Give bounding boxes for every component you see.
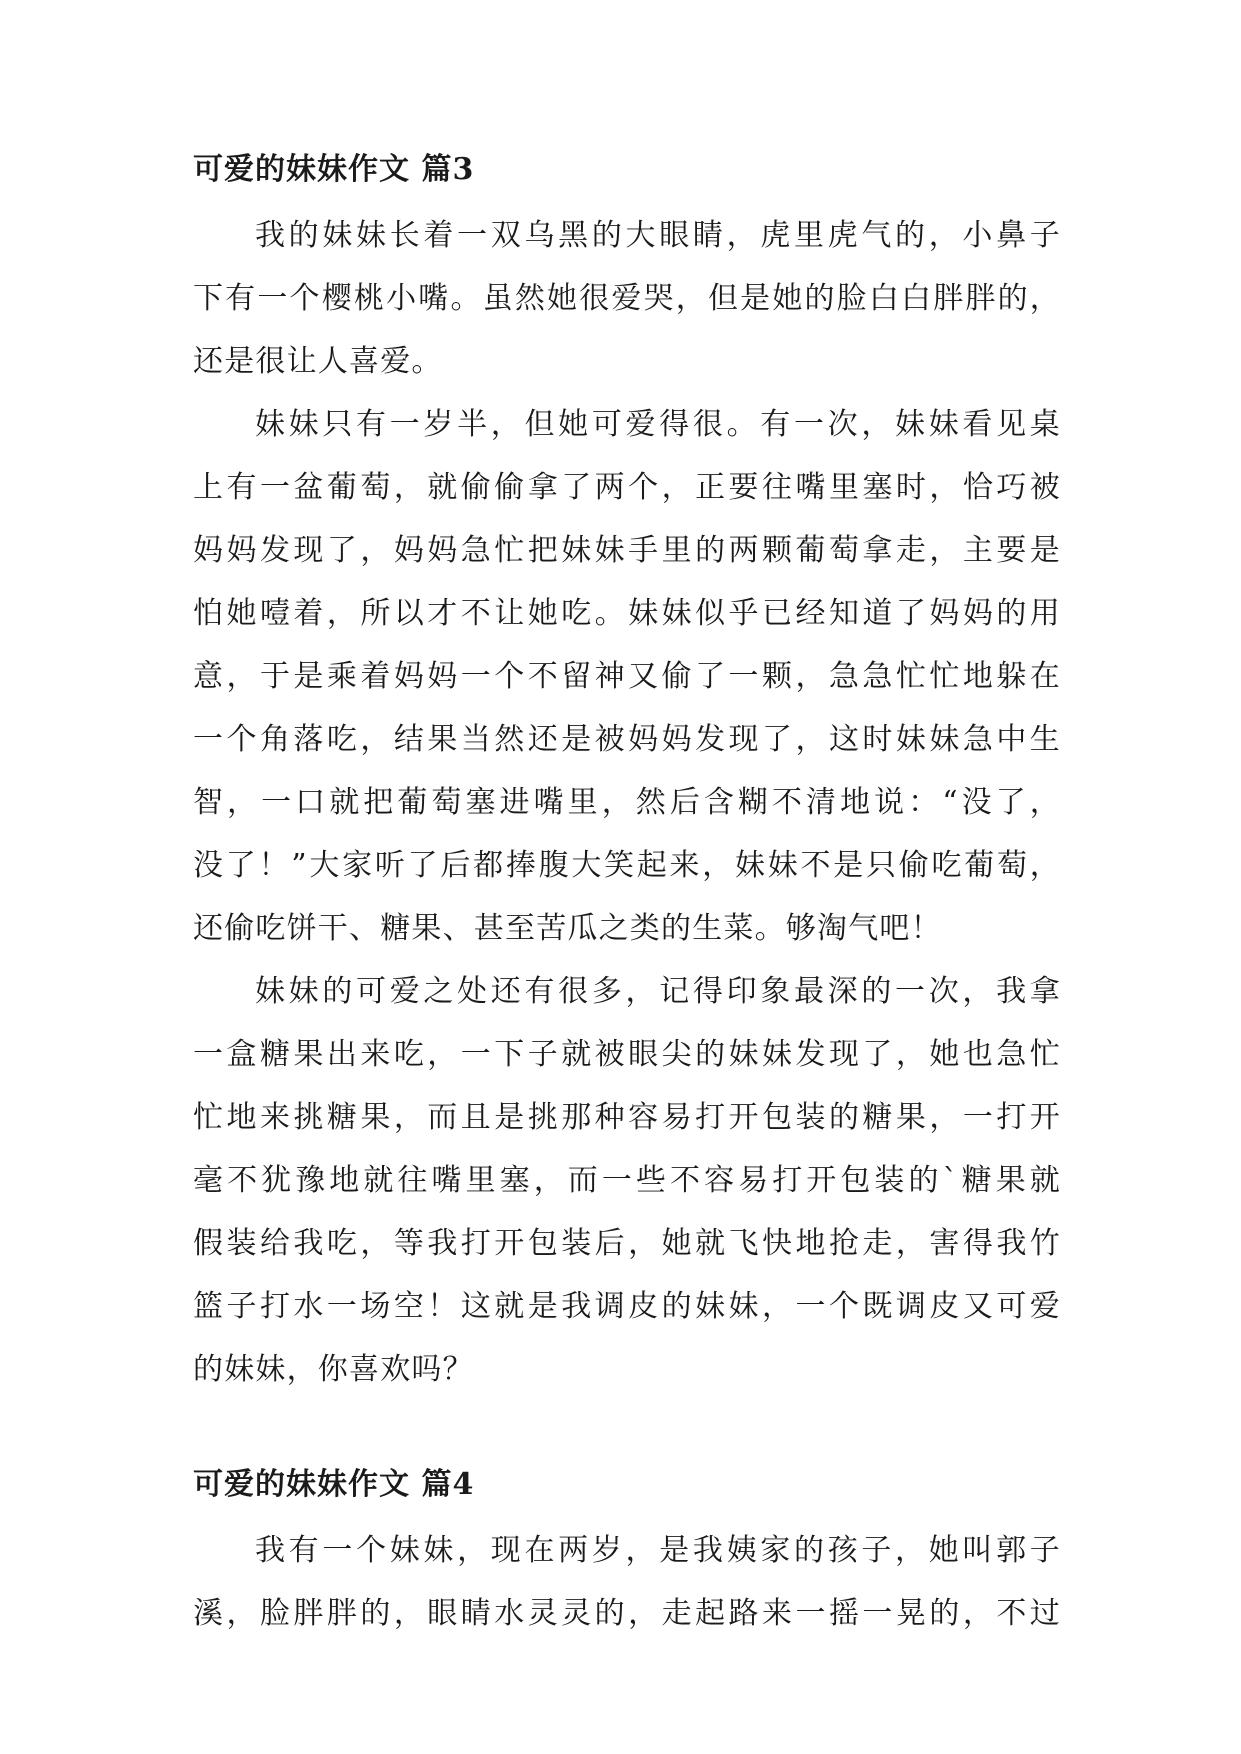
text-line: 还偷吃饼干、糖果、甚至苦瓜之类的生菜。够淘气吧！ xyxy=(193,911,942,946)
section-4 xyxy=(193,1465,1061,1645)
text-line: 一个角落吃，结果当然还是被妈妈发现了，这时妹妹急中生 xyxy=(193,722,1061,757)
section-3 xyxy=(193,150,1061,1401)
text-line: 没了！”大家听了后都捧腹大笑起来，妹妹不是只偷吃葡萄， xyxy=(193,848,1061,883)
section-heading: 可爱的妹妹作文 篇4 xyxy=(193,1467,475,1502)
text-line: 意，于是乘着妈妈一个不留神又偷了一颗，急急忙忙地躲在 xyxy=(193,659,1061,694)
text-line: 下有一个樱桃小嘴。虽然她很爱哭，但是她的脸白白胖胖的， xyxy=(193,281,1061,316)
text-line: 我的妹妹长着一双乌黑的大眼睛，虎里虎气的，小鼻子 xyxy=(255,218,1061,253)
text-line: 妈妈发现了，妈妈急忙把妹妹手里的两颗葡萄拿走，主要是 xyxy=(193,533,1061,568)
text-line: 一盒糖果出来吃，一下子就被眼尖的妹妹发现了，她也急忙 xyxy=(193,1037,1061,1072)
text-line: 智，一口就把葡萄塞进嘴里，然后含糊不清地说：“没了， xyxy=(193,785,1061,820)
text-line: 假装给我吃，等我打开包装后，她就飞快地抢走，害得我竹 xyxy=(193,1226,1061,1261)
text-line: 忙地来挑糖果，而且是挑那种容易打开包装的糖果，一打开 xyxy=(193,1100,1061,1135)
section-heading: 可爱的妹妹作文 篇3 xyxy=(193,152,475,187)
paragraph xyxy=(193,960,1061,1401)
text-line: 怕她噎着，所以才不让她吃。妹妹似乎已经知道了妈妈的用 xyxy=(193,596,1061,631)
text-line: 妹妹只有一岁半，但她可爱得很。有一次，妹妹看见桌 xyxy=(255,407,1061,442)
text-line: 毫不犹豫地就往嘴里塞，而一些不容易打开包装的`糖果就 xyxy=(193,1163,1061,1198)
text-line: 妹妹的可爱之处还有很多，记得印象最深的一次，我拿 xyxy=(255,974,1061,1009)
text-line: 我有一个妹妹，现在两岁，是我姨家的孩子，她叫郭子 xyxy=(255,1533,1061,1568)
text-line: 上有一盆葡萄，就偷偷拿了两个，正要往嘴里塞时，恰巧被 xyxy=(193,470,1061,505)
document-body xyxy=(193,150,1061,1645)
text-line: 篮子打水一场空！这就是我调皮的妹妹，一个既调皮又可爱 xyxy=(193,1289,1061,1324)
paragraph xyxy=(193,393,1061,960)
text-line: 还是很让人喜爱。 xyxy=(193,344,443,379)
paragraph xyxy=(193,1519,1061,1645)
text-line: 的妹妹，你喜欢吗？ xyxy=(193,1352,474,1387)
text-line: 溪，脸胖胖的，眼睛水灵灵的，走起路来一摇一晃的，不过 xyxy=(193,1596,1061,1631)
paragraph xyxy=(193,204,1061,393)
